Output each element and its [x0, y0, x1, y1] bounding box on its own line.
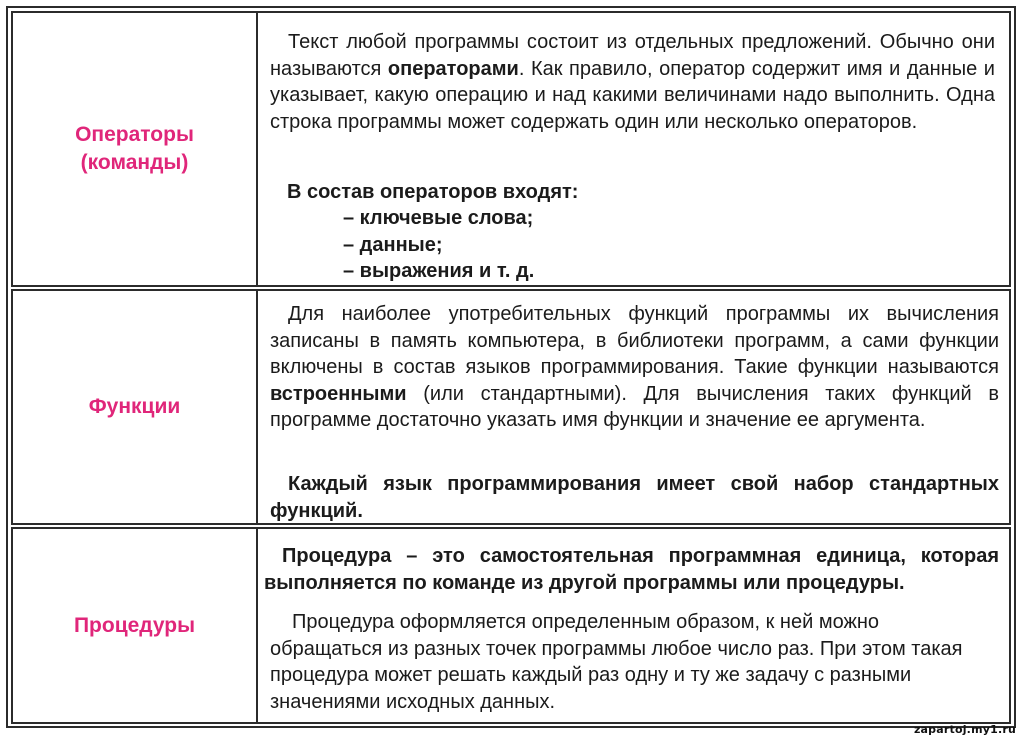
- info-table: [6, 6, 1016, 728]
- row-label-cell: [13, 291, 258, 523]
- list-item: – данные;: [343, 233, 443, 256]
- row-label-cell: [13, 529, 258, 722]
- procedures-definition: Процедура – это самостоятельная программная единица, которая выполняется по команде из другой программы или процедуры.: [264, 545, 999, 594]
- table-row-operators: [11, 11, 1011, 287]
- operators-term: операторами: [387, 57, 519, 80]
- watermark: zapartoj.my1.ru: [913, 723, 1016, 736]
- row-label-functions: Функции: [88, 395, 181, 418]
- row-label-cell: [13, 13, 258, 285]
- list-item: – ключевые слова;: [343, 207, 534, 229]
- operators-list: [343, 205, 534, 285]
- operators-text-part2: . Как правило, оператор содержит имя и данные и указывает, какую операцию и над какими величинами надо выполнить. Одна строка программы может содержать один или несколько операторов.: [270, 57, 995, 133]
- functions-note: Каждый язык программирования имеет свой набор стандартных функций.: [270, 473, 999, 522]
- row-content-cell: [258, 529, 1009, 722]
- operators-list-heading: В состав операторов входят:: [287, 181, 579, 203]
- functions-text-part2: (или стандартными). Для вычисления таких функций в программе достаточно указать имя функции и значение ее аргумента.: [270, 382, 999, 431]
- row-content-cell: [258, 13, 1009, 285]
- procedures-paragraph: Процедура оформляется определенным образом, к ней можно обращаться из разных точек программы любое число раз. При этом такая процедура может решать каждый раз одну и ту же задачу с разными значениями исходных данных.: [270, 611, 963, 713]
- row-content-cell: [258, 291, 1009, 523]
- operators-paragraph: [270, 29, 995, 135]
- functions-text-part1: Для наиболее употребительных функций программы их вычисления записаны в память компьютера, в библиотеки программ, а сами функции включены в состав языков программирования. Такие функции называются: [270, 303, 999, 378]
- table-row-functions: [11, 289, 1011, 525]
- list-item: – выражения и т. д.: [343, 260, 535, 282]
- functions-paragraph: [270, 301, 999, 434]
- functions-term: встроенными: [270, 382, 407, 405]
- row-label-operators: Операторы (команды): [75, 123, 194, 174]
- operators-text-part1: Текст любой программы состоит из отдельных предложений. Обычно они называются: [270, 31, 995, 80]
- table-row-procedures: [11, 527, 1011, 724]
- row-label-procedures: Процедуры: [73, 613, 196, 637]
